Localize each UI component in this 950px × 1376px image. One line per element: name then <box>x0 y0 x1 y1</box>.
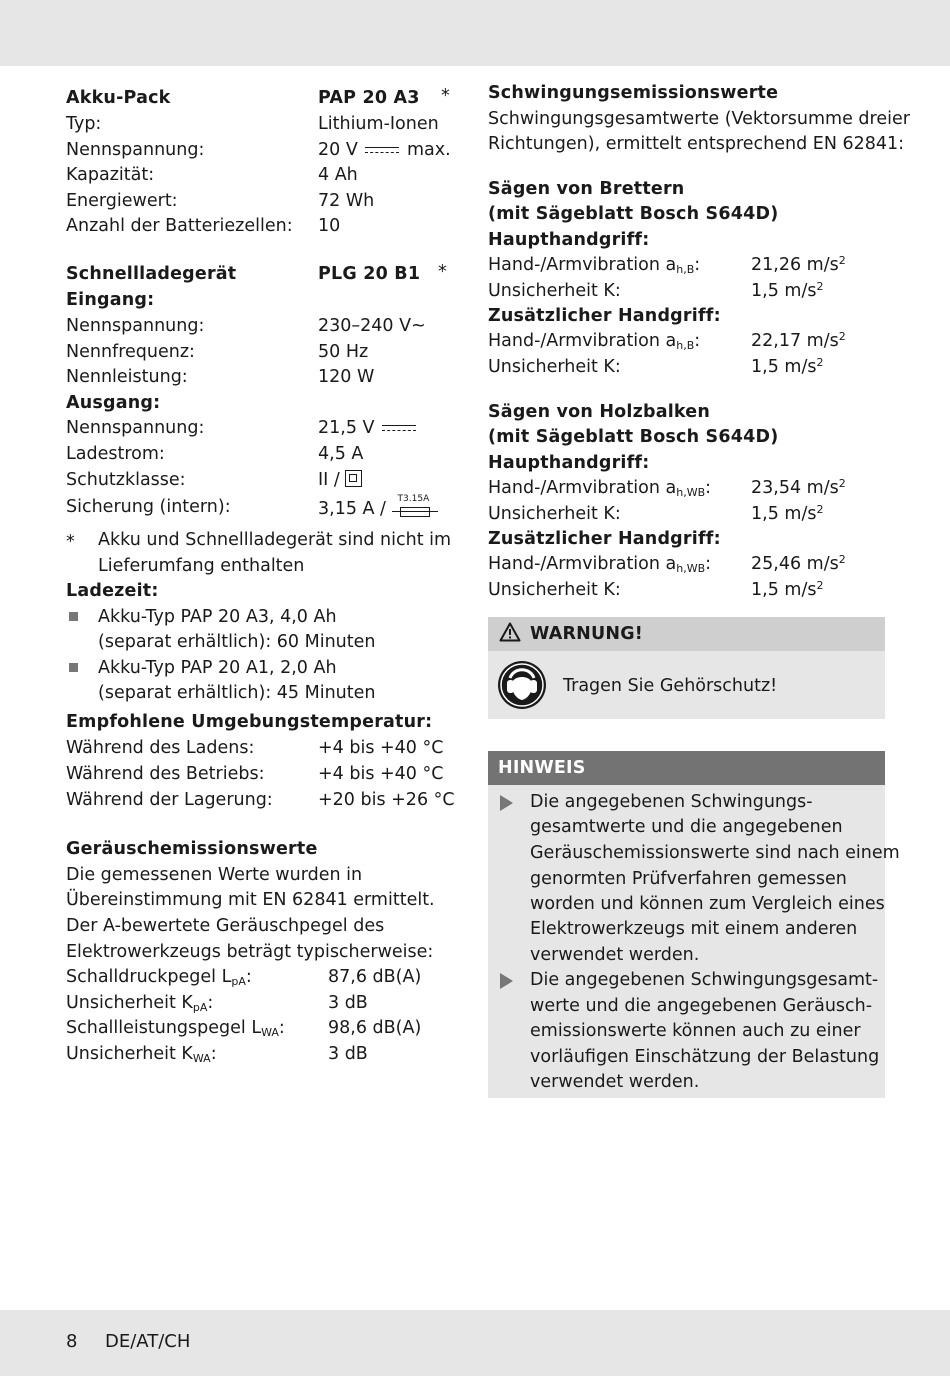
temp-operation-value: +4 bis +40 °C <box>318 764 444 784</box>
akku-model: PAP 20 A3 <box>318 88 420 108</box>
vib-s1-main-vib-value: 21,26 $m/s^2$ <box>751 254 846 275</box>
charger-out-current-value: 4,5 A <box>318 444 364 464</box>
hinweis-item-1-line: Die angegebenen Schwingungs- <box>530 792 813 812</box>
vib-s1-main-vib-label: Hand-/Armvibration $a_{h,B}$: <box>488 255 701 276</box>
hinweis-header <box>488 751 885 785</box>
hinweis-item-1-line: Geräuschemissionswerte sind nach einem <box>530 843 900 863</box>
noise-spl-value: 87,6 dB(A) <box>328 967 422 987</box>
warning-text: Tragen Sie Gehörschutz! <box>563 676 778 696</box>
noise-title: Geräuschemissionswerte <box>66 839 318 859</box>
warning-title: WARNUNG! <box>530 624 643 644</box>
warning-header <box>488 617 885 651</box>
charger-star: * <box>438 262 447 282</box>
charger-in-freq-label: Nennfrequenz: <box>66 342 195 362</box>
akku-cells-value: 10 <box>318 216 341 236</box>
charger-protection-label: Schutzklasse: <box>66 470 186 490</box>
akku-energy-label: Energiewert: <box>66 191 178 211</box>
dc-symbol-icon <box>365 145 399 155</box>
warning-box <box>488 617 885 719</box>
ear-protection-icon <box>497 660 547 710</box>
vib-s2-main-handle: Haupthandgriff: <box>488 453 650 473</box>
ladezeit-item-2-line-1: Akku-Typ PAP 20 A1, 2,0 Ah <box>98 658 337 678</box>
charger-out-current-label: Ladestrom: <box>66 444 165 464</box>
hinweis-item-2-line: verwendet werden. <box>530 1072 700 1092</box>
vib-s1-extra-handle: Zusätzlicher Handgriff: <box>488 306 721 326</box>
hinweis-item-2-line: Die angegebenen Schwingungsgesamt- <box>530 970 879 990</box>
vib-s1-extra-unc-value: 1,5 $m/s^2$ <box>751 356 824 377</box>
dc-symbol-icon <box>382 423 416 433</box>
ladezeit-item-1-line-1: Akku-Typ PAP 20 A3, 4,0 Ah <box>98 607 337 627</box>
vib-s2-main-vib-label: Hand-/Armvibration $a_{h,WB}$: <box>488 478 712 499</box>
noise-text-3: Der A-bewertete Geräuschpegel des <box>66 916 385 936</box>
noise-kwa-value: 3 dB <box>328 1044 368 1064</box>
akku-star: * <box>441 86 450 106</box>
temp-title: Empfohlene Umgebungstemperatur: <box>66 712 433 732</box>
akku-voltage-label: Nennspannung: <box>66 140 205 160</box>
noise-kwa-label: Unsicherheit $K_{WA}$: <box>66 1044 217 1065</box>
fuse-rating-label: T3.15A <box>397 494 430 504</box>
charger-in-power-value: 120 W <box>318 367 375 387</box>
noise-spl-label: Schalldruckpegel $L_{pA}$: <box>66 967 252 988</box>
hinweis-item-1-line: genormten Prüfverfahren gemessen <box>530 869 847 889</box>
charger-in-freq-value: 50 Hz <box>318 342 369 362</box>
charger-in-power-label: Nennleistung: <box>66 367 188 387</box>
page-number: 8 <box>66 1331 78 1352</box>
akku-type-label: Typ: <box>66 114 102 134</box>
charger-in-voltage-label: Nennspannung: <box>66 316 205 336</box>
charger-output-heading: Ausgang: <box>66 393 161 413</box>
charger-title: Schnellladegerät <box>66 264 237 284</box>
vibration-text-1: Schwingungsgesamtwerte (Vektorsumme dreier <box>488 109 910 129</box>
bullet-triangle-icon <box>500 795 513 811</box>
vib-s2-extra-vib-label: Hand-/Armvibration $a_{h,WB}$: <box>488 554 712 575</box>
noise-text-2: Übereinstimmung mit EN 62841 ermittelt. <box>66 890 435 910</box>
protection-class-ii-icon <box>345 470 362 487</box>
vib-s2-main-unc-value: 1,5 $m/s^2$ <box>751 503 824 524</box>
vib-s1-extra-vib-value: 22,17 $m/s^2$ <box>751 330 846 351</box>
temp-charging-value: +4 bis +40 °C <box>318 738 444 758</box>
bullet-square-icon <box>69 663 78 672</box>
vib-s1-main-unc-label: Unsicherheit K: <box>488 281 621 301</box>
hinweis-item-1-line: worden und können zum Vergleich eines <box>530 894 885 914</box>
vib-s1-extra-vib-label: Hand-/Armvibration $a_{h,B}$: <box>488 331 701 352</box>
charger-protection-value: II / <box>318 468 362 493</box>
vib-s2-heading-1: Sägen von Holzbalken <box>488 402 711 422</box>
noise-swl-value: 98,6 dB(A) <box>328 1018 422 1038</box>
charger-fuse-label: Sicherung (intern): <box>66 497 231 517</box>
vib-s2-main-unc-label: Unsicherheit K: <box>488 504 621 524</box>
ladezeit-item-1-line-2: (separat erhältlich): 60 Minuten <box>98 632 376 652</box>
vibration-title: Schwingungsemissionswerte <box>488 83 779 103</box>
footer-language: DE/AT/CH <box>105 1331 191 1352</box>
top-band <box>0 0 950 66</box>
vibration-text-2: Richtungen), ermittelt entsprechend EN 62841: <box>488 134 905 154</box>
akku-capacity-value: 4 Ah <box>318 165 358 185</box>
temp-operation-label: Während des Betriebs: <box>66 764 265 784</box>
vib-s1-heading-2: (mit Sägeblatt Bosch S644D) <box>488 204 779 224</box>
vib-s1-heading-1: Sägen von Brettern <box>488 179 685 199</box>
note-star: * <box>66 532 75 552</box>
warning-triangle-icon <box>499 622 521 642</box>
charger-in-voltage-value: 230–240 V~ <box>318 316 426 336</box>
charger-model: PLG 20 B1 <box>318 264 421 284</box>
note-line-1: Akku und Schnellladegerät sind nicht im <box>98 530 452 550</box>
ladezeit-title: Ladezeit: <box>66 581 159 601</box>
charger-out-voltage-value: 21,5 V <box>318 416 418 441</box>
hinweis-item-1-line: verwendet werden. <box>530 945 700 965</box>
vib-s2-extra-handle: Zusätzlicher Handgriff: <box>488 529 721 549</box>
noise-text-4: Elektrowerkzeugs beträgt typischerweise: <box>66 942 434 962</box>
note-line-2: Lieferumfang enthalten <box>98 556 305 576</box>
hinweis-item-2-line: werte und die angegebenen Geräusch- <box>530 996 873 1016</box>
vib-s1-main-handle: Haupthandgriff: <box>488 230 650 250</box>
hinweis-title: HINWEIS <box>498 758 586 778</box>
vib-s1-extra-unc-label: Unsicherheit K: <box>488 357 621 377</box>
temp-storage-label: Während der Lagerung: <box>66 790 273 810</box>
noise-text-1: Die gemessenen Werte wurden in <box>66 865 363 885</box>
vib-s2-extra-unc-label: Unsicherheit K: <box>488 580 621 600</box>
bullet-triangle-icon <box>500 973 513 989</box>
vib-s2-extra-vib-value: 25,46 $m/s^2$ <box>751 553 846 574</box>
vib-s1-main-unc-value: 1,5 $m/s^2$ <box>751 280 824 301</box>
akku-cells-label: Anzahl der Batteriezellen: <box>66 216 293 236</box>
hinweis-item-1-line: Elektrowerkzeugs mit einem anderen <box>530 919 858 939</box>
akku-voltage-value: 20 V max. <box>318 140 451 160</box>
vib-s2-main-vib-value: 23,54 $m/s^2$ <box>751 477 846 498</box>
vib-s2-heading-2: (mit Sägeblatt Bosch S644D) <box>488 427 779 447</box>
temp-storage-value: +20 bis +26 °C <box>318 790 455 810</box>
charger-input-heading: Eingang: <box>66 290 155 310</box>
hinweis-item-2-line: emissionswerte können auch zu einer <box>530 1021 861 1041</box>
noise-kpa-value: 3 dB <box>328 993 368 1013</box>
akku-energy-value: 72 Wh <box>318 191 375 211</box>
hinweis-box <box>488 751 900 1098</box>
temp-charging-label: Während des Ladens: <box>66 738 255 758</box>
noise-kpa-label: Unsicherheit $K_{pA}$: <box>66 993 214 1014</box>
ladezeit-item-2-line-2: (separat erhältlich): 45 Minuten <box>98 683 376 703</box>
akku-type-value: Lithium-Ionen <box>318 114 439 134</box>
vib-s2-extra-unc-value: 1,5 $m/s^2$ <box>751 579 824 600</box>
akku-title: Akku-Pack <box>66 88 171 108</box>
fuse-icon <box>392 494 438 520</box>
hinweis-item-1-line: gesamtwerte und die angegebenen <box>530 817 843 837</box>
bullet-square-icon <box>69 612 78 621</box>
charger-out-voltage-label: Nennspannung: <box>66 418 205 438</box>
charger-fuse-value: 3,15 A / T3.15A <box>318 497 438 522</box>
noise-swl-label: Schallleistungspegel $L_{WA}$: <box>66 1018 285 1039</box>
hinweis-item-2-line: vorläufigen Einschätzung der Belastung <box>530 1047 880 1067</box>
akku-capacity-label: Kapazität: <box>66 165 155 185</box>
